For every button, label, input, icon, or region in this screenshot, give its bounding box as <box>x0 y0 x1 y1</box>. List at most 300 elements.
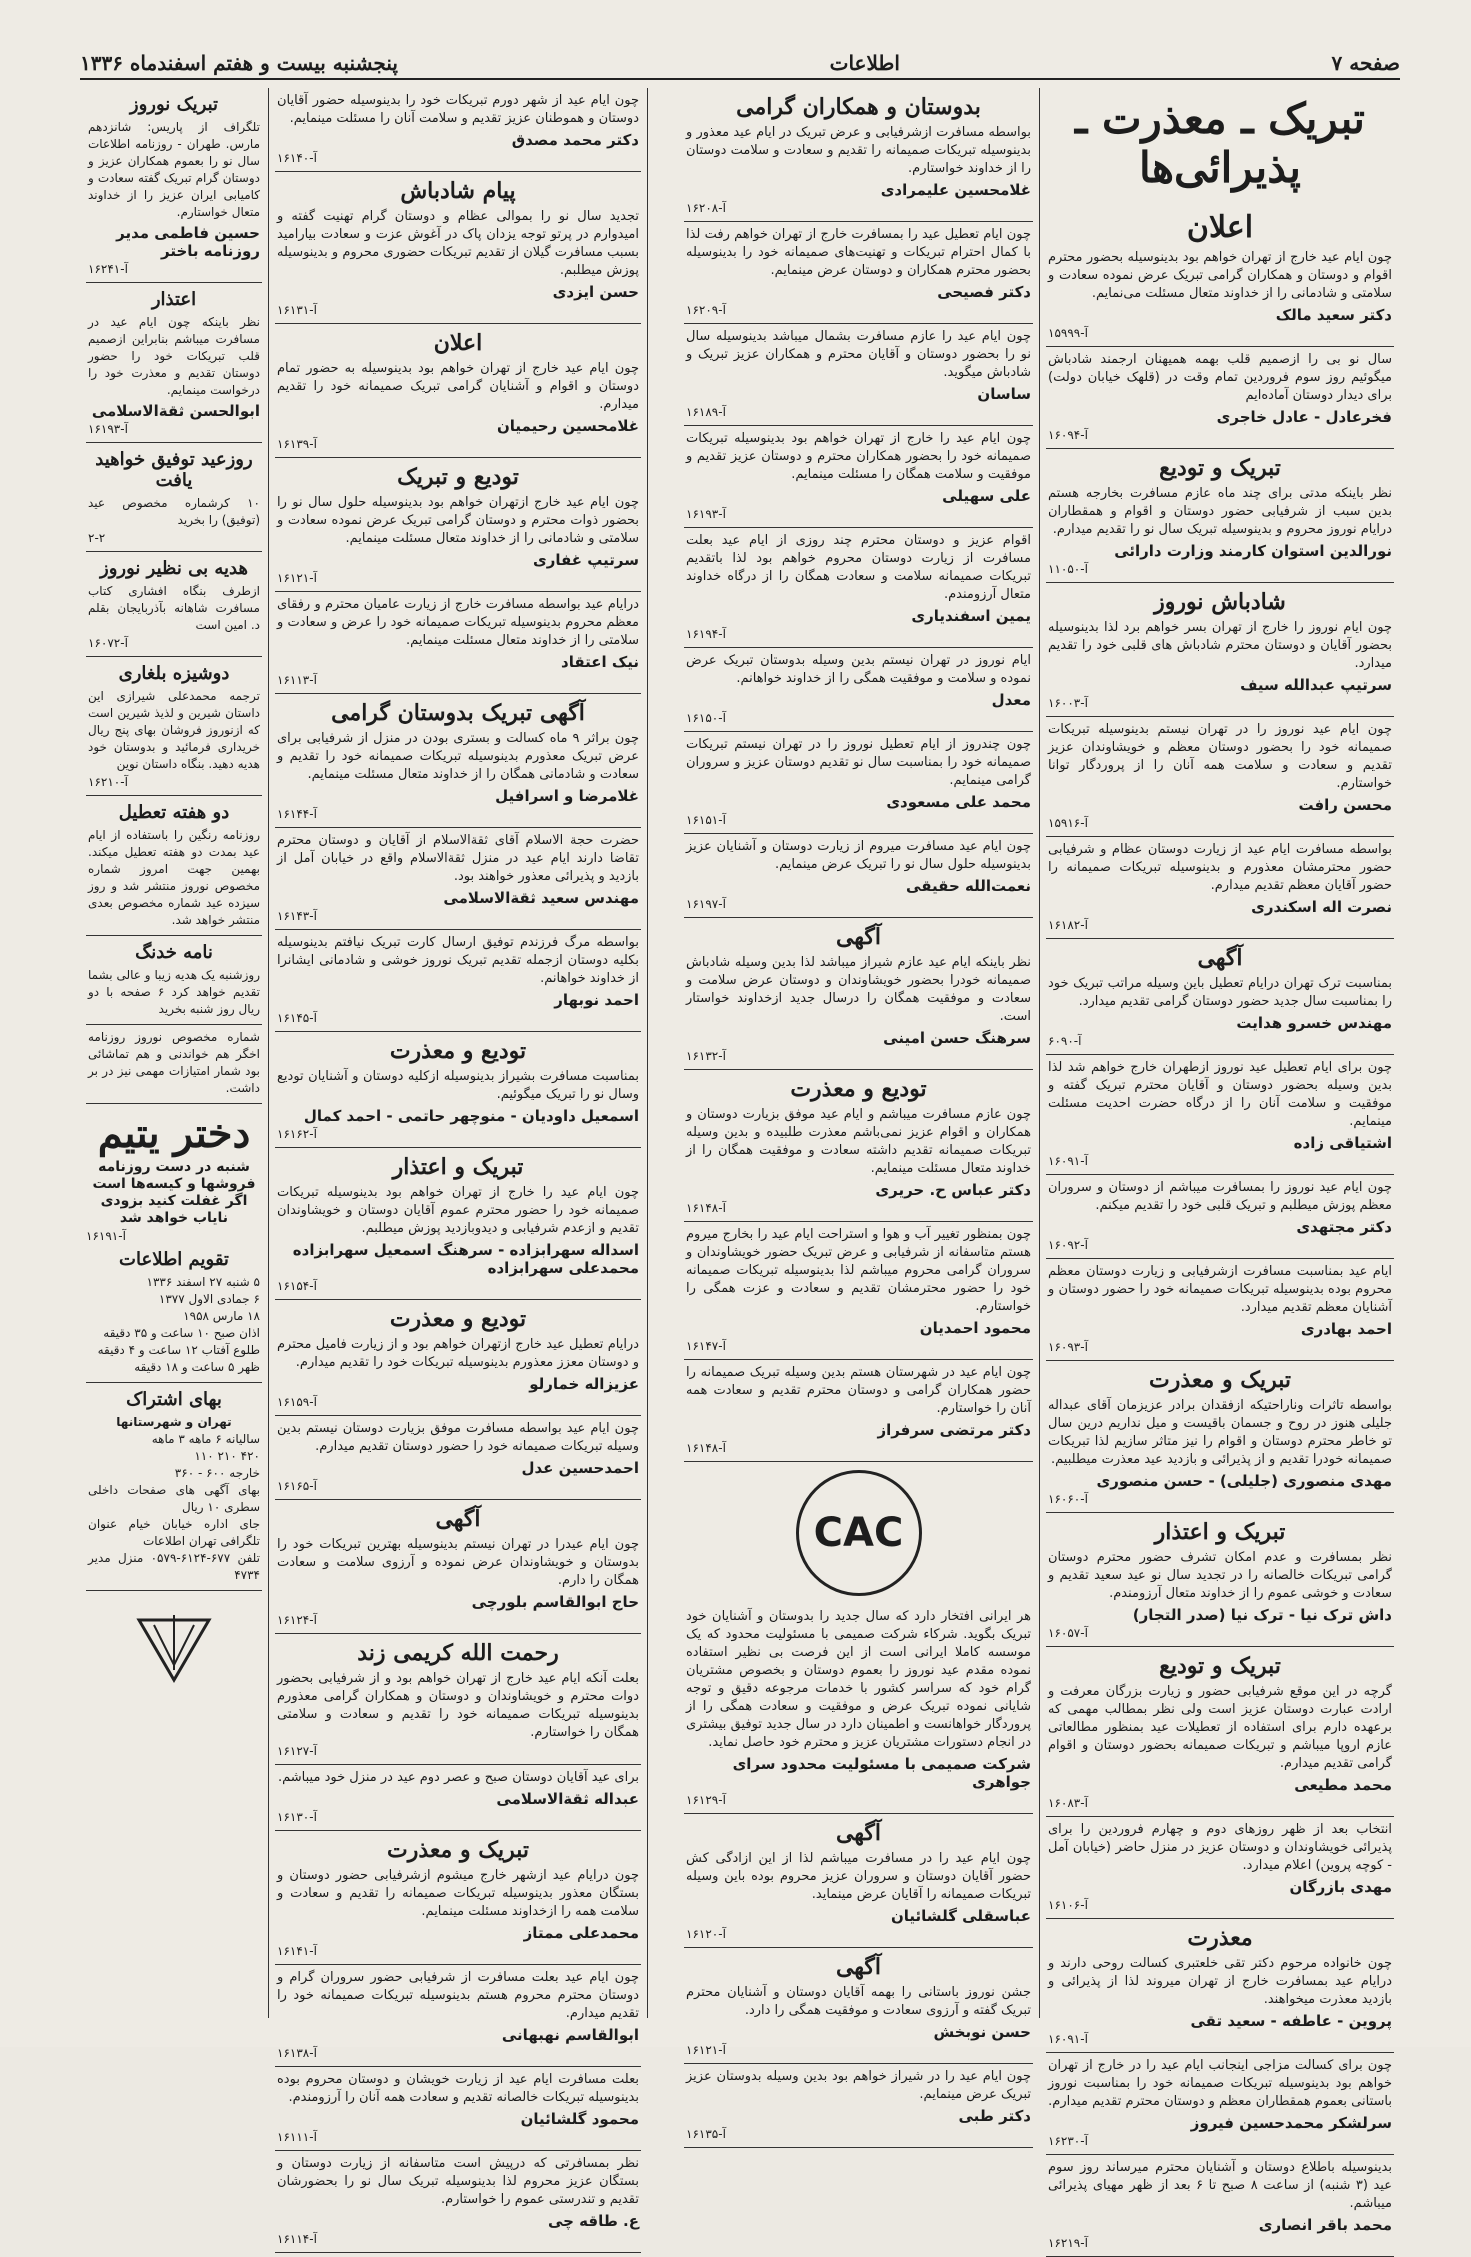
ad-block <box>86 936 262 1025</box>
ad-signer: ابوالحسن ثقةالاسلامی <box>91 402 260 420</box>
ad-signer: دکتر مجتهدی <box>1296 1218 1392 1236</box>
ad-code: آ-۱۶۰۷۲ <box>88 636 128 650</box>
calendar-title: تقویم اطلاعات <box>119 1249 229 1270</box>
ad-code: آ-۱۶۰۵۷ <box>1048 1626 1088 1640</box>
ad-text: ایام عید بمناسبت مسافرت ازشرفیابی و زیارت دوستان معظم محروم بوده بدینوسیله تبریکات صمیمانه خود را حضور دوستان و آشنایان معظم تقدیم میدارد. <box>1048 1264 1392 1315</box>
column-right <box>1040 88 1400 2250</box>
ad-text: چون ایام عید نوروز را بمسافرت میباشم از دوستان و سروران معظم پوزش میطلبم و تبریک قلبی خود را تقدیم میکنم. <box>1048 1180 1392 1213</box>
ad-text: روزشنبه یک هدیه زیبا و عالی بشما تقدیم خواهد کرد ۶ صفحه با دو ریال روز شنبه بخرید <box>88 968 260 1016</box>
ad-signer: معدل <box>991 691 1031 709</box>
ad-signature <box>277 2212 639 2230</box>
ad-signer: پروین - عاطفه - سعید تقی <box>1190 2012 1392 2030</box>
ad-signer: حسین فاطمی مدیر روزنامه باختر <box>116 224 260 260</box>
ad-signature <box>277 283 639 301</box>
ad-signer: مهندس سعید ثقةالاسلامی <box>443 889 639 907</box>
ads-list-col2 <box>684 88 1033 2148</box>
ad-code: آ-۱۵۹۱۶ <box>1048 816 1088 830</box>
ad-signer: سرتیپ غفاری <box>533 551 639 569</box>
ad-signature <box>1048 2114 1392 2132</box>
ad-text: سال نو بی را ازصمیم قلب بهمه همیهنان ارجمند شادباش میگوئیم روز سوم فروردین تمام وقت در (قلهک خیابان دولت) برای دیدار دوستان آماده‌ایم <box>1048 352 1392 403</box>
ad-heading: پیام شادباش <box>400 178 516 204</box>
ad-signature <box>1048 2216 1392 2234</box>
ad-text: چون ایام عید را در مسافرت میباشم لذا از این ازادگی کش حضور آقایان دوستان و سروران عزیز محروم بوده باین وسیله تبریکات صمیمانه را آقایان عرض مینماید. <box>686 1851 1031 1902</box>
ad-code: آ-۱۶۰۰۳ <box>1048 696 1088 710</box>
ad-signature <box>686 793 1031 811</box>
ad-signer: دکتر محمد مصدق <box>511 131 639 149</box>
ad-signature <box>277 1107 639 1125</box>
ad-text: بواسطه مسافرت ایام عید از زیارت دوستان عظام و شرفیابی حضور محترمشان معذورم و بدینوسیله تبریکات صمیمانه را حضور آقایان معظم تقدیم میدارم. <box>1048 842 1392 893</box>
ad-signature <box>277 417 639 435</box>
ad-block <box>1046 449 1394 583</box>
ad-block <box>86 552 262 657</box>
ad-code: آ-۱۶۲۱۹ <box>1048 2236 1088 2250</box>
calendar-line: ۱۸ مارس ۱۹۵۸ <box>183 1309 260 1323</box>
ad-text: بواسطه مسافرت ازشرفیابی و عرض تبریک در ایام عید معذور و بدینوسیله تبریکات صمیمانه را تقدیم و سعادت و سلامت دوستان را از خداوند خواستارم. <box>686 125 1031 176</box>
ad-code: آ-۱۶۲۳۰ <box>1048 2134 1088 2148</box>
ad-signer: داش ترک نیا - ترک نیا (صدر التجار) <box>1132 1606 1392 1624</box>
ad-block <box>275 324 641 458</box>
ad-signature <box>277 2110 639 2128</box>
ad-signer: اسمعیل داودیان - منوچهر حاتمی - احمد کمال <box>303 1107 639 1125</box>
ad-signer: اسداله سهرابزاده - سرهنگ اسمعیل سهرابزاده محمدعلی سهرابزاده <box>292 1241 639 1277</box>
ad-text: تلگراف از پاریس: شانزدهم مارس. طهران - روزنامه اطلاعات سال نو را بعموم همکاران عزیز و دوستان گرام تبریک گفته سعادت و کامیابی ایران عزیز را از خداوند متعال خواستارم. <box>88 120 260 219</box>
ad-code: آ-۱۶۱۵۰ <box>686 711 726 725</box>
ad-signer: عزیزاله خمارلو <box>529 1375 639 1393</box>
subscription-title: بهای اشتراک <box>126 1389 222 1410</box>
ad-signature <box>686 1755 1031 1791</box>
ad-text: بواسطه مرگ فرزندم توفیق ارسال کارت تبریک نیافتم بدینوسیله بکلیه دوستان ازجمله تقدیم تبریک نوروز خوشی و شادمانی ایشانرا از خداوند خواهانم. <box>277 935 639 986</box>
ad-block <box>684 732 1033 834</box>
subscription-lines <box>88 1431 260 1584</box>
ad-text: چون برای کسالت مزاجی اینجانب ایام عید را در خارج از تهران خواهم بود بدینوسیله تبریکات صمیمانه خود را بمناسبت نوروز باستانی بعموم همقطاران معظم و دوستان محترم تقدیم میدارم. <box>1048 2058 1392 2109</box>
ad-code: آ-۱۶۱۴۵ <box>277 1011 317 1025</box>
ad-signer: غلامرضا و اسرافیل <box>495 787 639 805</box>
ad-block <box>275 172 641 324</box>
ad-code: آ-۶۰۹۰ <box>1048 1034 1082 1048</box>
ad-block <box>275 1965 641 2067</box>
ad-signature <box>277 1924 639 1942</box>
subscription-box <box>86 1383 262 1591</box>
ad-signature <box>277 1375 639 1393</box>
ad-signature <box>1048 1134 1392 1152</box>
ad-signature <box>88 224 260 260</box>
ad-text: هر ایرانی افتخار دارد که سال جدید را بدوستان و آشنایان خود تبریک بگوید. شرکاء شرکت صمیمی با مسئولیت محدود که یک موسسه کاملا ایرانی است از این فرصت بی نظیر استفاده نموده مقدم عید نوروز را بعموم دوستان و بخصوص مشتریان گرام خود که سراسر کشور با خدمات مرجوعه دقیق و توجه شایانی نموده تبریک عرض و موفقیت و سعادت همگی را از پروردگار خواهانست و اطمینان دارد در سال جدید توفیق بیشتری در انجام دستورات مشتریان عزیز و محترم خود حاصل نماید. <box>686 1609 1031 1750</box>
ad-code: ۲-۲ <box>88 531 106 545</box>
ad-block <box>1046 717 1394 837</box>
ad-text: چون بمنظور تغییر آب و هوا و استراحت ایام عید را بخارج میروم هستم متاسفانه از شرفیابی و عرض تبریک حضور خویشاوندان و سروران گرامی محروم میباشم لذا بدینوسیله تبریکات صمیمانه خود را حضور محترمشان تقدیم و سعادت و عزت همگی را خواستارم. <box>686 1227 1031 1314</box>
ad-signature <box>277 787 639 805</box>
ad-code: آ-۱۶۱۹۳ <box>686 507 726 521</box>
ad-text: چون ایام عید خارج از تهران خواهم بود بدینوسیله بحضور محترم اقوام و دوستان و همکاران گرامی تبریک عرض نموده سعادت و سلامتی و شادمانی را از خداوند متعال مسئلت می‌نمایم. <box>1048 250 1392 301</box>
ad-signer: فخرعادل - عادل خاجری <box>1216 408 1392 426</box>
ad-text: ازطرف بنگاه افشاری کتاب مسافرت شاهانه بآذربایجان بقلم د. امین است <box>88 584 260 632</box>
ad-block <box>684 528 1033 648</box>
ad-block <box>684 426 1033 528</box>
ad-signature <box>686 181 1031 199</box>
ad-signer: شرکت صمیمی با مسئولیت محدود سرای جواهری <box>732 1755 1031 1791</box>
subscription-line: سالیانه ۶ ماهه ۳ ماهه <box>151 1432 260 1446</box>
ad-heading: هدیه بی نظیر نوروز <box>100 558 248 579</box>
ad-heading: رحمت الله کریمی زند <box>357 1640 559 1666</box>
ad-signer: ساسان <box>977 385 1031 403</box>
ad-signature <box>277 551 639 569</box>
ad-text: چون درایام عید ازشهر خارج میشوم ازشرفیابی حضور دوستان و بستگان معذور بدینوسیله تبریکات صمیمانه را تقدیم و سعادت و سلامت همه را ازخداوند مسئلت مینمایم. <box>277 1868 639 1919</box>
ad-heading: آگهی <box>835 924 882 950</box>
ad-signature <box>277 131 639 149</box>
ad-block <box>1046 2053 1394 2155</box>
ad-text: چون ایام عید مسافرت میروم از زیارت دوستان و آشنایان عزیز بدینوسیله حلول سال نو را تبریک عرض مینمایم. <box>686 839 1031 872</box>
calendar-box <box>86 1243 262 1383</box>
subscription-line: خارجه ۶۰۰ - ۳۶۰ <box>174 1466 260 1480</box>
ad-code: آ-۱۶۰۶۰ <box>1048 1492 1088 1506</box>
ad-text: چون ایام عید نوروز را در تهران نیستم بدینوسیله تبریکات صمیمانه خود را بحضور دوستان معظم و خویشاوندان عزیز تقدیم و سعادت و سلامت همه آنان را از پروردگار توانا خواستارم. <box>1048 722 1392 791</box>
ad-block <box>1046 1055 1394 1175</box>
ad-code: آ-۱۶۰۹۲ <box>1048 1238 1088 1252</box>
ad-text: بواسطه تاثرات وناراحتیکه ازفقدان برادر عزیزمان آقای عبداله جلیلی هنوز در روح و جسمان باقیست و میل نداریم درین سال تو خاطر محترم دوستان و اقوام را نیز متاثر سازیم لذا تبریکات صمیمانه خودرا تقدیم و از پذیرائی و بازدید عید معذرت میطلبیم. <box>1048 1398 1392 1467</box>
ad-block <box>275 828 641 930</box>
ad-block <box>1046 583 1394 717</box>
ad-heading: تودیع و معذرت <box>389 1038 527 1064</box>
ad-code: آ-۱۶۱۶۲ <box>277 1127 317 1141</box>
ad-signer: مهدی بازرگان <box>1289 1878 1392 1896</box>
ad-code: آ-۱۶۱۳۸ <box>277 2046 317 2060</box>
ad-signature <box>686 607 1031 625</box>
ad-text: بدینوسیله باطلاع دوستان و آشنایان محترم میرساند روز سوم عید (۳ شنبه) از ساعت ۸ صبح تا ۶ بعد از ظهر مهیای پذیرائی میباشم. <box>1048 2160 1392 2211</box>
ad-text: روزنامه رنگین را باستفاده از ایام عید بمدت دو هفته تعطیل میکند. بهمین جهت امروز شماره مخصوص نوروز منتشر شد و روز سیزده عید شماره مخصوص بعدی منتشر خواهد شد. <box>88 828 260 927</box>
ad-heading: نامه خدنگ <box>135 942 213 963</box>
calendar-line: طلوع آفتاب ۱۲ ساعت و ۴ دقیقه <box>97 1343 260 1357</box>
ad-heading: دوشیزه بلغاری <box>118 663 230 684</box>
masthead <box>80 48 1400 80</box>
ad-block <box>1046 1361 1394 1513</box>
ad-heading: اعتذار <box>151 289 197 310</box>
ads-list-col3 <box>275 88 641 2253</box>
ad-block <box>684 1070 1033 1222</box>
ad-signer: مهدی منصوری (جلیلی) - حسن منصوری <box>1096 1472 1392 1490</box>
ad-code: آ-۱۶۱۴۸ <box>686 1441 726 1455</box>
ad-code: آ-۱۶۰۸۳ <box>1048 1796 1088 1810</box>
ad-code: آ-۱۶۲۰۸ <box>686 201 726 215</box>
ad-heading: تودیع و تبریک <box>397 464 519 490</box>
ad-text: چون ایام عید را عازم مسافرت بشمال میباشد بدینوسیله سال نو را بحضور دوستان و آقایان محترم و همکاران عزیز تبریک و شادباش میگوید. <box>686 329 1031 380</box>
ad-block <box>275 930 641 1032</box>
ad-signature <box>277 1593 639 1611</box>
ad-signature <box>686 691 1031 709</box>
ad-heading: تبریک و تودیع <box>1159 455 1281 481</box>
ad-code: آ-۱۶۱۹۴ <box>686 627 726 641</box>
ad-signature <box>686 283 1031 301</box>
calendar-line: ظهر ۵ ساعت و ۱۸ دقیقه <box>134 1360 260 1374</box>
ad-block <box>684 918 1033 1070</box>
ad-signer: دکتر طبی <box>958 2107 1031 2125</box>
ads-list-col1 <box>1046 204 1394 2257</box>
ad-signer: محمد باقر انصاری <box>1258 2216 1392 2234</box>
ad-code: آ-۱۶۱۳۵ <box>686 2127 726 2141</box>
ad-code: آ-۱۶۱۴۴ <box>277 807 317 821</box>
ad-text: چون ایام عیدرا در تهران نیستم بدینوسیله بهترین تبریکات خود را بدوستان و خویشاوندان عرض نموده و آرزوی سلامت و سعادت همگان را دارم. <box>277 1537 639 1588</box>
ad-signer: ابوالقاسم نهبهانی <box>501 2026 639 2044</box>
ad-block <box>275 2067 641 2151</box>
ad-text: چون ایام تعطیل عید را بمسافرت خارج از تهران خواهم رفت لذا با کمال احترام تبریکات و تهنیت‌های صمیمانه خود را بدینوسیله بحضور محترم همکاران و دوستان عرض مینمایم. <box>686 227 1031 278</box>
ad-code: آ-۱۶۱۱۴ <box>277 2232 317 2246</box>
ad-text: چون عازم مسافرت میباشم و ایام عید موفق بزیارت دوستان و همکاران و اقوام عزیز نمی‌باشم معذرت طلبیده و بدین وسیله تبریکات صمیمانه تقدیم داشته سعادت و موفقیت همگان را از خداوند متعال مسئلت مینمایم. <box>686 1107 1031 1176</box>
ad-code: آ-۱۶۱۲۴ <box>277 1613 317 1627</box>
ad-block <box>275 1300 641 1416</box>
ad-text: تجدید سال نو را بموالی عظام و دوستان گرام تهنیت گفته و امیدوارم در پرتو توجه یزدان پاک در آغوش عزت و سعادت بیارامید بسبب مسافرت گیلان از تقدیم تبریکات حضوری محروم و بدینوسیله پوزش میطلبم. <box>277 209 639 278</box>
ad-code: آ-۱۱۰۵۰ <box>1048 562 1088 576</box>
ad-signer: یمین اسفندیاری <box>911 607 1031 625</box>
ad-block <box>275 1416 641 1500</box>
ad-block <box>1046 1175 1394 1259</box>
ad-block <box>275 694 641 828</box>
ad-signature <box>686 487 1031 505</box>
ad-signature <box>1048 1320 1392 1338</box>
ad-signature <box>1048 1606 1392 1624</box>
ad-signature <box>277 1459 639 1477</box>
ad-signature <box>277 889 639 907</box>
ad-block <box>86 1025 262 1104</box>
ad-heading: تبریک و معذرت <box>387 1837 529 1863</box>
ad-signature <box>1048 676 1392 694</box>
ad-signer: احمد نوبهار <box>554 991 639 1009</box>
ad-signer: حاج ابوالقاسم بلورچی <box>471 1593 639 1611</box>
ad-signature <box>686 1421 1031 1439</box>
ad-code: آ-۱۶۱۲۷ <box>277 1744 317 1758</box>
ad-heading: اعلان <box>1186 210 1254 245</box>
ad-block <box>1046 837 1394 939</box>
ad-block <box>684 324 1033 426</box>
ad-text: اقوام عزیز و دوستان محترم چند روزی از ایام عید بعلت مسافرت از زیارت دوستان محروم خواهم بود لذا باتقدیم تبریکات صمیمانه سلامت و سعادت همگان را از درگاه خداوند متعال آرزومندم. <box>686 533 1031 602</box>
ad-text: چون ایام عید خارج از تهران خواهم بود بدینوسیله به حضور تمام دوستان و اقوام و آشنایان گرامی تبریک صمیمانه خود را تقدیم میدارم. <box>277 361 639 412</box>
ad-signature <box>686 1907 1031 1925</box>
page-number: صفحه ۷ <box>1331 51 1400 75</box>
ad-code: آ-۱۶۱۸۲ <box>1048 918 1088 932</box>
column-left <box>80 88 268 2018</box>
ad-code: آ-۱۵۹۹۹ <box>1048 326 1088 340</box>
ad-code: آ-۱۶۱۸۹ <box>686 405 726 419</box>
ad-block <box>275 1831 641 1965</box>
ad-signer: دکتر سعید مالک <box>1275 306 1392 324</box>
ad-text: چون برای ایام تعطیل عید نوروز ازطهران خارج خواهم شد لذا بدین وسیله بحضور دوستان و آقایان محترم تبریک گفته و موفقیت و سلامت آنان را از درگاه حضرت احدیت مسئلت مینمایم. <box>1048 1060 1392 1129</box>
ad-block <box>684 648 1033 732</box>
ad-signer: محمود گلشائیان <box>520 2110 639 2128</box>
ad-signer: غلامحسین علیمرادی <box>880 181 1031 199</box>
ad-code: آ-۱۶۱۶۵ <box>277 1479 317 1493</box>
ad-block <box>684 88 1033 222</box>
ad-signer: احمدحسین عدل <box>521 1459 639 1477</box>
ad-signer: غلامحسین رحیمیان <box>496 417 639 435</box>
ad-code: آ-۱۶۱۴۰ <box>277 151 317 165</box>
ad-signer: علی سهیلی <box>942 487 1031 505</box>
ad-block <box>684 2064 1033 2148</box>
ad-block <box>275 88 641 172</box>
daughter-title: دختر یتیم <box>97 1110 251 1157</box>
ad-signature <box>686 1319 1031 1337</box>
ad-signature <box>277 1790 639 1808</box>
ad-heading: تبریک و تودیع <box>1159 1653 1281 1679</box>
ad-code: آ-۱۶۱۴۱ <box>277 1944 317 1958</box>
ads-list-col4 <box>86 88 262 1104</box>
ad-signature <box>277 991 639 1009</box>
company-emblem-icon: CAC <box>796 1470 922 1596</box>
column-center-right <box>678 88 1040 2141</box>
ad-text: چون چندروز از ایام تعطیل نوروز را در تهران نیستم تبریکات صمیمانه خود را بمناسبت سال نو تقدیم دوستان عزیز و سروران گرامی مینمایم. <box>686 737 1031 788</box>
ad-heading: تبریک و اعتذار <box>1154 1519 1286 1545</box>
ad-signature <box>277 2026 639 2044</box>
ad-signer: محمد علی مسعودی <box>886 793 1031 811</box>
ad-code: آ-۱۶۱۵۹ <box>277 1395 317 1409</box>
ad-code: آ-۱۶۰۹۳ <box>1048 1340 1088 1354</box>
ad-signer: حسن نوبخش <box>933 2023 1031 2041</box>
ad-signer: محسن رافت <box>1298 796 1392 814</box>
ad-code: آ-۱۶۱۰۶ <box>1048 1898 1088 1912</box>
ad-block <box>1046 1919 1394 2053</box>
calendar-line: ۶ جمادی الاول ۱۳۷۷ <box>158 1292 260 1306</box>
ad-block <box>1046 204 1394 347</box>
ad-block <box>684 1360 1033 1462</box>
ad-block <box>1046 347 1394 449</box>
ad-code: آ-۱۶۰۹۴ <box>1048 428 1088 442</box>
ad-text: چون ایام عید بعلت مسافرت از شرفیابی حضور سروران گرام و دوستان محترم محروم هستم بدینوسیله تبریکات صمیمانه خود را تقدیم میدارم. <box>277 1970 639 2021</box>
ad-signer: نصرت اله اسکندری <box>1251 898 1392 916</box>
ad-signer: عبداله ثقةالاسلامی <box>496 1790 639 1808</box>
ad-signer: نعمت‌الله حقیقی <box>906 877 1031 895</box>
ad-heading: تبریک و اعتذار <box>392 1154 524 1180</box>
ad-text: درایام عید بواسطه مسافرت خارج از زیارت عامیان محترم و رفقای معظم محروم بدینوسیله تبریکات صمیمانه خود را عرض و سعادت و سلامتی را از خداوند متعال مسئلت مینمایم. <box>277 597 639 648</box>
ad-heading: دو هفته تعطیل <box>118 802 230 823</box>
ad-signature <box>1048 1472 1392 1490</box>
calendar-line: ۵ شنبه ۲۷ اسفند ۱۳۳۶ <box>146 1275 260 1289</box>
daughter-code: آ-۱۶۱۹۱ <box>86 1229 126 1243</box>
ad-signature <box>1048 2012 1392 2030</box>
ad-code: آ-۱۶۲۰۹ <box>686 303 726 317</box>
ad-signature <box>1048 1776 1392 1794</box>
ad-block <box>86 88 262 283</box>
ad-block <box>1046 2155 1394 2257</box>
ad-block <box>275 1148 641 1300</box>
ad-heading: اعلان <box>433 330 483 356</box>
ad-block <box>275 1765 641 1831</box>
ad-code: آ-۱۶۲۱۰ <box>88 775 128 789</box>
ad-signature <box>1048 1218 1392 1236</box>
section-title: تبریک ـ معذرت ـ پذیرائی‌ها <box>1075 94 1365 192</box>
ad-block <box>684 1814 1033 1948</box>
ad-code: آ-۱۶۰۹۱ <box>1048 2032 1088 2046</box>
ad-text: جشن نوروز باستانی را بهمه آقایان دوستان و آشنایان محترم تبریک گفته و آرزوی سعادت و موفقیت همگی را دارد. <box>686 1985 1031 2018</box>
ad-heading: تودیع و معذرت <box>389 1306 527 1332</box>
ad-heading: آگهی <box>835 1954 882 1980</box>
ad-block <box>275 592 641 694</box>
ad-heading: روزعید توفیق خواهید یافت <box>95 449 253 491</box>
ad-signature <box>277 1241 639 1277</box>
ad-code: آ-۱۶۱۳۱ <box>277 303 317 317</box>
ad-text: چون ایام عید خارج ازتهران خواهم بود بدینوسیله حلول سال نو را بحضور ذوات محترم و دوستان گرامی تبریک عرض نموده سعادت و سلامتی و شادمانی را از خداوند متعال مسئلت مینمایم. <box>277 495 639 546</box>
ad-text: شماره مخصوص نوروز روزنامه اخگر هم خواندنی و هم تماشائی بود شمار امتیازات مهمی نیز در بر داشت. <box>88 1030 260 1095</box>
ad-code: آ-۱۶۱۵۴ <box>277 1279 317 1293</box>
ad-signature <box>686 1029 1031 1047</box>
ad-signature <box>277 653 639 671</box>
ad-signature <box>1048 898 1392 916</box>
ad-text: چون ایام عید در شهرستان هستم بدین وسیله تبریک صمیمانه را حضور همکاران گرامی و دوستان محترم تقدیم و سعادت همه آنان را خواستارم. <box>686 1365 1031 1416</box>
ad-block <box>275 1032 641 1148</box>
ad-text: نظر بمسافرتی که درپیش است متاسفانه از زیارت دوستان و بستگان عزیز محروم لذا بدینوسیله تبریک سال نو را بحضورشان تقدیم و تندرستی عموم را خواستارم. <box>277 2156 639 2207</box>
ad-block <box>86 657 262 796</box>
ad-text: انتخاب بعد از ظهر روزهای دوم و چهارم فروردین را برای پذیرائی خویشاوندان و دوستان عزیز در منزل حاضر (خیابان آمل - کوچه پروین) اعلام میدارد. <box>1048 1822 1392 1873</box>
ad-heading: آگهی تبریک بدوستان گرامی <box>331 700 585 726</box>
calendar-lines <box>88 1274 260 1376</box>
ad-signature <box>686 385 1031 403</box>
ad-text: حضرت حجة الاسلام آقای ثقةالاسلام از آقایان و دوستان محترم تقاضا دارند ایام عید در منزل ثقةالاسلام واقع در خیابان آمل از بازدید و پذیرائی معذور خواهند بود. <box>277 833 639 884</box>
ad-text: چون خانواده مرحوم دکتر تقی خلعتبری کسالت روحی دارند و درایام عید بمسافرت خارج از تهران میروند لذا از پذیرائی و بازدید معذرت میخواهند. <box>1048 1956 1392 2007</box>
calendar-line: اذان صبح ۱۰ ساعت و ۳۵ دقیقه <box>103 1326 260 1340</box>
column-center-left <box>268 88 648 2246</box>
ad-block <box>684 1222 1033 1360</box>
subscription-line: جای اداره خیابان خیام عنوان تلگرافی تهران اطلاعات <box>88 1517 260 1548</box>
paper-name: اطلاعات <box>829 51 900 75</box>
ad-heading: تبریک و معذرت <box>1149 1367 1291 1393</box>
ad-signature <box>1048 306 1392 324</box>
ad-signature <box>686 877 1031 895</box>
ad-code: آ-۱۶۱۹۷ <box>686 897 726 911</box>
ad-signer: سرلشکر محمدحسین فیروز <box>1190 2114 1392 2132</box>
ad-block <box>1046 939 1394 1055</box>
ad-block <box>1046 1817 1394 1919</box>
ad-signature <box>1048 1014 1392 1032</box>
ad-signature <box>88 402 260 420</box>
ad-heading: آگهی <box>835 1820 882 1846</box>
ad-signature <box>686 2023 1031 2041</box>
ad-text: چون ایام عید بواسطه مسافرت موفق بزیارت دوستان نیستم بدین وسیله تبریکات صمیمانه خود را حضور دوستان تقدیم میدارم. <box>277 1421 639 1454</box>
ad-block <box>1046 1647 1394 1817</box>
ad-block <box>684 834 1033 918</box>
ad-signer: سرهنگ حسن امینی <box>883 1029 1031 1047</box>
ad-text: بمناسبت ترک تهران درایام تعطیل باین وسیله مراتب تبریک خود را بمناسبت سال جدید حضور دوستان گرامی تقدیم میدارد. <box>1048 976 1392 1009</box>
ad-block <box>684 1948 1033 2064</box>
ad-text: نظر باینکه چون ایام عید در مسافرت میباشم بنابراین ازصمیم قلب تبریکات خود را حضور دوستان تقدیم و معذرت خود را درخواست مینمایم. <box>88 315 260 397</box>
ad-heading: تبریک نوروز <box>129 94 219 115</box>
ad-signer: نورالدین استوان کارمند وزارت دارائی <box>1114 542 1392 560</box>
ad-block <box>275 2151 641 2253</box>
ad-heading: شادباش نوروز <box>1154 589 1286 615</box>
ad-signer: اشتیاقی زاده <box>1293 1134 1392 1152</box>
ad-heading: بدوستان و همکاران گرامی <box>736 94 981 120</box>
ad-text: چون ایام عید را در شیراز خواهم بود بدین وسیله بدوستان عزیز تبریک عرض مینمایم. <box>686 2069 1031 2102</box>
ad-block <box>684 222 1033 324</box>
subscription-line: ۴۲۰ ۲۱۰ ۱۱۰ <box>194 1449 260 1463</box>
subscription-line: بهای آگهی های صفحات داخلی سطری ۱۰ ریال <box>88 1483 260 1514</box>
ad-text: چون براثر ۹ ماه کسالت و بستری بودن در منزل از شرفیابی برای عرض تبریک معذورم بدینوسیله تبریکات صمیمانه خود را تقدیم و سعادت و شادمانی همگان را از خداوند متعال مسئلت مینمایم. <box>277 731 639 782</box>
ad-signer: محمد مطیعی <box>1294 1776 1392 1794</box>
ad-code: آ-۱۶۱۲۱ <box>277 571 317 585</box>
ad-signer: احمد بهادری <box>1300 1320 1392 1338</box>
ad-block <box>86 796 262 936</box>
ad-signature <box>1048 796 1392 814</box>
ad-text: ترجمه محمدعلی شیرازی این داستان شیرین و لذیذ شیرین است که ازنوروز فروشان بهای پنج ریال خریداری فرمائید و بدوستان خود هدیه دهید. بنگاه داستان نوین <box>88 689 260 771</box>
ad-text: چون ایام نوروز را خارج از تهران بسر خواهم برد لذا بدینوسیله بحضور آقایان و دوستان محترم شادباش های قلبی خود را تقدیم میدارد. <box>1048 620 1392 671</box>
ad-signer: حسن ایزدی <box>552 283 639 301</box>
ad-text: نظر بمسافرت و عدم امکان تشرف حضور محترم دوستان گرامی تبریکات خالصانه را در تجدید سال نو عید سعید تقدیم و سعادت و خوشی عموم را از خداوند متعال آرزومندم. <box>1048 1550 1392 1601</box>
ad-text: نظر باینکه ایام عید عازم شیراز میباشد لذا بدین وسیله شادباش صمیمانه خودرا بحضور خویشاوندان و دوستان عرض سلامت و سعادت و موفقیت همگان را درسال جدید ازخداوند خواستار است. <box>686 955 1031 1024</box>
ad-block <box>684 1604 1033 1814</box>
ad-code: آ-۱۶۱۱۳ <box>277 673 317 687</box>
ad-signature <box>1048 408 1392 426</box>
ad-text: ایام نوروز در تهران نیستم بدین وسیله بدوستان تبریک عرض نموده و سلامت و موفقیت همگی را از خداوند خواهانم. <box>686 653 1031 686</box>
ad-code: آ-۱۶۱۴۷ <box>686 1339 726 1353</box>
ad-code: آ-۱۶۱۳۹ <box>277 437 317 451</box>
ad-text: بعلت آنکه ایام عید خارج از تهران خواهم بود و از شرفیابی بحضور دوات محترم و خویشاوندان و دوستان و همکاران گرامی معذورم بدینوسیله تبریکات صمیمانه خود را تقدیم و سعادت و سلامتی همگان را خواستارم. <box>277 1671 639 1740</box>
ad-code: آ-۱۶۱۳۰ <box>277 1810 317 1824</box>
ad-signer: محمود احمدیان <box>919 1319 1031 1337</box>
